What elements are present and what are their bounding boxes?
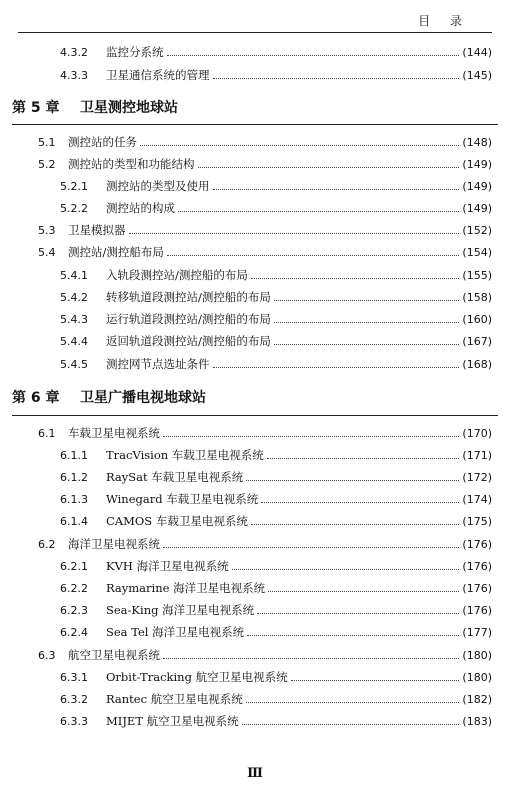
entry-number: 6.1.3 xyxy=(60,492,88,506)
toc-entry[interactable] xyxy=(60,512,492,530)
entry-number: 6.1.4 xyxy=(60,514,88,528)
entry-title: 测控站的任务 xyxy=(68,135,137,149)
toc-entry[interactable] xyxy=(60,177,492,195)
chapter-heading[interactable] xyxy=(12,386,498,408)
leader-dots xyxy=(167,243,460,256)
entry-title: 转移轨道段测控站/测控船的布局 xyxy=(106,290,271,304)
entry-number: 5.2 xyxy=(38,157,56,171)
entry-page: (180) xyxy=(462,648,492,662)
chapter-rule xyxy=(12,124,498,125)
toc-entry[interactable] xyxy=(38,155,492,173)
chapter-number: 第 5 章 xyxy=(12,100,60,116)
toc-entry[interactable] xyxy=(38,535,492,553)
leader-dots xyxy=(291,668,460,681)
entry-number: 4.3.2 xyxy=(60,45,88,59)
entry-title: Raymarine 海洋卫星电视系统 xyxy=(106,581,266,595)
chapter-title: 卫星测控地球站 xyxy=(80,100,178,116)
entry-number: 5.4.4 xyxy=(60,334,88,348)
entry-title: MIJET 航空卫星电视系统 xyxy=(106,714,239,728)
leader-dots xyxy=(140,133,459,146)
entry-title: Sea Tel 海洋卫星电视系统 xyxy=(106,625,245,639)
entry-number: 6.1.2 xyxy=(60,470,88,484)
toc-entry[interactable] xyxy=(60,668,492,686)
entry-title: 运行轨道段测控站/测控船的布局 xyxy=(106,312,271,326)
leader-dots xyxy=(213,177,460,190)
entry-title: Orbit-Tracking 航空卫星电视系统 xyxy=(106,670,288,684)
entry-page: (176) xyxy=(462,537,492,551)
entry-number: 6.1.1 xyxy=(60,448,88,462)
leader-dots xyxy=(246,468,459,481)
leader-dots xyxy=(246,690,460,703)
toc-entry[interactable] xyxy=(60,712,492,730)
entry-number: 5.4.5 xyxy=(60,357,88,371)
entry-number: 6.2.1 xyxy=(60,559,88,573)
entry-page: (174) xyxy=(462,492,492,506)
toc-entry[interactable] xyxy=(38,133,492,151)
entry-page: (144) xyxy=(462,45,492,59)
entry-page: (155) xyxy=(462,268,492,282)
entry-page: (145) xyxy=(462,68,492,82)
toc-entry[interactable] xyxy=(60,446,492,464)
toc-entry[interactable] xyxy=(60,468,492,486)
entry-number: 6.3.2 xyxy=(60,692,88,706)
leader-dots xyxy=(232,557,460,570)
entry-title: TracVision 车载卫星电视系统 xyxy=(106,448,264,462)
entry-title: 返回轨道段测控站/测控船的布局 xyxy=(106,334,271,348)
entry-title: 入轨段测控站/测控船的布局 xyxy=(106,268,248,282)
toc-entry[interactable] xyxy=(60,557,492,575)
entry-page: (183) xyxy=(462,714,492,728)
entry-title: 测控网节点选址条件 xyxy=(106,357,210,371)
leader-dots xyxy=(129,221,460,234)
entry-title: 车载卫星电视系统 xyxy=(68,426,160,440)
entry-page: (149) xyxy=(462,201,492,215)
entry-title: 航空卫星电视系统 xyxy=(68,648,160,662)
entry-number: 6.3 xyxy=(38,648,56,662)
entry-number: 6.2.4 xyxy=(60,625,88,639)
toc-entry[interactable] xyxy=(60,266,492,284)
leader-dots xyxy=(261,490,459,503)
leader-dots xyxy=(257,601,459,614)
leader-dots xyxy=(198,155,460,168)
leader-dots xyxy=(251,512,460,525)
chapter-rule xyxy=(12,415,498,416)
entry-page: (176) xyxy=(462,581,492,595)
entry-page: (180) xyxy=(462,670,492,684)
leader-dots xyxy=(178,199,459,212)
toc-entry[interactable] xyxy=(60,288,492,306)
entry-page: (149) xyxy=(462,157,492,171)
entry-title: CAMOS 车载卫星电视系统 xyxy=(106,514,248,528)
toc-entry[interactable] xyxy=(60,601,492,619)
entry-title: 海洋卫星电视系统 xyxy=(68,537,160,551)
leader-dots xyxy=(163,424,459,437)
entry-page: (167) xyxy=(462,334,492,348)
entry-title: 测控站的类型及使用 xyxy=(106,179,210,193)
entry-title: KVH 海洋卫星电视系统 xyxy=(106,559,229,573)
entry-page: (158) xyxy=(462,290,492,304)
entry-page: (148) xyxy=(462,135,492,149)
toc-entry[interactable] xyxy=(60,579,492,597)
entry-number: 6.1 xyxy=(38,426,56,440)
entry-page: (176) xyxy=(462,603,492,617)
entry-number: 5.4.1 xyxy=(60,268,88,282)
leader-dots xyxy=(213,66,460,79)
toc-entry[interactable] xyxy=(60,199,492,217)
entry-number: 6.2.2 xyxy=(60,581,88,595)
toc-entry[interactable] xyxy=(60,43,492,61)
toc-entry[interactable] xyxy=(60,490,492,508)
entry-page: (175) xyxy=(462,514,492,528)
leader-dots xyxy=(251,266,460,279)
entry-title: 监控分系统 xyxy=(106,45,164,59)
entry-title: 测控站的类型和功能结构 xyxy=(68,157,195,171)
chapter-title: 卫星广播电视地球站 xyxy=(80,390,206,406)
toc-entry[interactable] xyxy=(38,243,492,261)
entry-number: 6.2.3 xyxy=(60,603,88,617)
toc-entry[interactable] xyxy=(60,355,492,373)
entry-page: (182) xyxy=(462,692,492,706)
leader-dots xyxy=(274,288,460,301)
entry-number: 6.2 xyxy=(38,537,56,551)
entry-page: (172) xyxy=(462,470,492,484)
leader-dots xyxy=(268,579,459,592)
entry-title: Sea-King 海洋卫星电视系统 xyxy=(106,603,255,617)
entry-number: 6.3.1 xyxy=(60,670,88,684)
entry-number: 5.2.2 xyxy=(60,201,88,215)
chapter-number: 第 6 章 xyxy=(12,390,60,406)
entry-number: 5.4 xyxy=(38,245,56,259)
entry-number: 6.3.3 xyxy=(60,714,88,728)
toc-entry[interactable] xyxy=(60,690,492,708)
entry-title: RaySat 车载卫星电视系统 xyxy=(106,470,244,484)
entry-page: (154) xyxy=(462,245,492,259)
entry-page: (177) xyxy=(462,625,492,639)
entry-title: 测控站的构成 xyxy=(106,201,175,215)
leader-dots xyxy=(247,623,459,636)
toc-entry[interactable] xyxy=(60,310,492,328)
entry-page: (160) xyxy=(462,312,492,326)
entry-page: (152) xyxy=(462,223,492,237)
header-rule xyxy=(18,32,492,33)
leader-dots xyxy=(213,355,460,368)
entry-page: (168) xyxy=(462,357,492,371)
entry-title: 卫星模拟器 xyxy=(68,223,126,237)
entry-number: 5.4.2 xyxy=(60,290,88,304)
leader-dots xyxy=(167,43,460,56)
entry-number: 5.4.3 xyxy=(60,312,88,326)
page-number: Ⅲ xyxy=(247,766,263,781)
leader-dots xyxy=(274,332,460,345)
leader-dots xyxy=(163,646,459,659)
toc-entry[interactable] xyxy=(60,623,492,641)
toc-entry[interactable] xyxy=(38,221,492,239)
entry-page: (170) xyxy=(462,426,492,440)
entry-title: 测控站/测控船布局 xyxy=(68,245,164,259)
entry-page: (149) xyxy=(462,179,492,193)
entry-number: 5.1 xyxy=(38,135,56,149)
leader-dots xyxy=(242,712,460,725)
entry-title: 卫星通信系统的管理 xyxy=(106,68,210,82)
leader-dots xyxy=(274,310,460,323)
running-header-title: 目 录 xyxy=(418,14,470,28)
toc-entry[interactable] xyxy=(60,66,492,84)
leader-dots xyxy=(163,535,459,548)
entry-number: 5.2.1 xyxy=(60,179,88,193)
entry-page: (176) xyxy=(462,559,492,573)
entry-title: Rantec 航空卫星电视系统 xyxy=(106,692,243,706)
toc-entry[interactable] xyxy=(38,646,492,664)
entry-number: 5.3 xyxy=(38,223,56,237)
entry-number: 4.3.3 xyxy=(60,68,88,82)
toc-entry[interactable] xyxy=(38,424,492,442)
entry-page: (171) xyxy=(462,448,492,462)
entry-title: Winegard 车载卫星电视系统 xyxy=(106,492,259,506)
leader-dots xyxy=(267,446,460,459)
toc-entry[interactable] xyxy=(60,332,492,350)
chapter-heading[interactable] xyxy=(12,96,498,118)
